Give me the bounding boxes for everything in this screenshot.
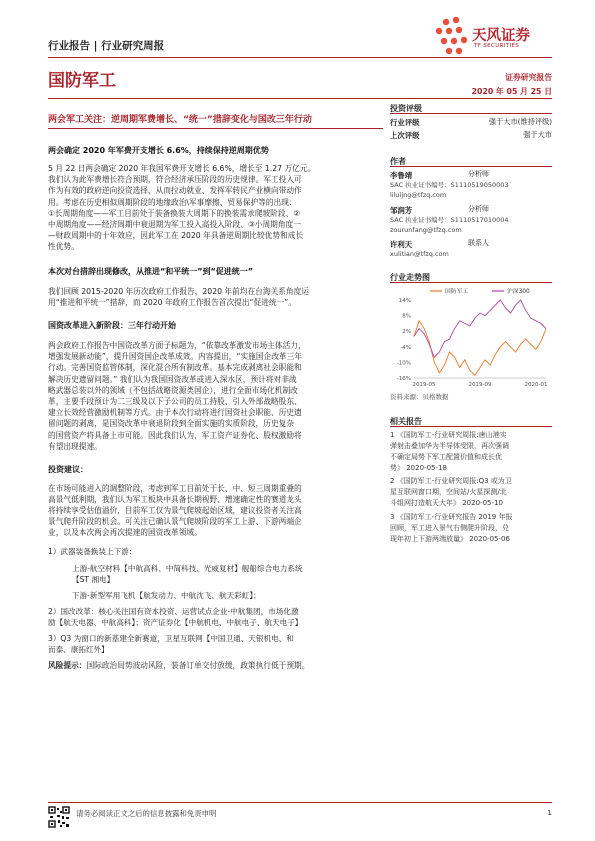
related-line: 3 《国防军工-行业研究报告 2019 年报 [390,513,513,521]
para-line: 的国营资产将具备上市可能。因此我们认为，军工资产证券化、股权激励将 [48,431,302,440]
title-rule [48,98,552,99]
related-line: 势》 2020-05-18 [390,464,447,472]
report-category: 行业报告 | 行业研究周报 [48,40,165,52]
para-line: 革，主要手段预计为二三级及以下子公司的员工持股、引入外部战略股东、 [48,397,302,406]
headline-rule [48,128,383,129]
author-role: 分析师 [468,205,489,213]
para-line: 我们回顾 2015-2020 年历次政府工作报告，2020 年前均在台海关系角度运 [48,287,309,296]
list-item: 而泰、康拓红外】 [48,645,109,654]
industry-title: 国防军工 [48,71,116,91]
logo-mark-icon [434,14,474,56]
para-line: 作为有效的政府逆向投资选择，从而拉动就业、发挥军转民产业横向带动作 [48,186,302,195]
sidebar-rule [390,166,552,167]
related-line: 星互联网窗口期，空间站/火星探测/北 [390,488,507,496]
para-line: 用。考虑在历史相似周期阶段的地缘政治\军事摩擦、贸易保护等的出现： [48,198,297,207]
related-line: 斗组网打造航天大年》 2020-05-10 [390,499,503,507]
y-tick-label: 14% [398,298,411,304]
related-line: 现年初上下游两端放量》 2020-05-06 [390,535,510,543]
chart-source: 资料来源：贝格数据 [390,393,449,401]
risk-warning [48,660,309,671]
report-date: 2020 年 05 月 25 日 [471,87,552,96]
para-line: ①长周期角度——军工目前处于装备换装大周期下的换装需求爬坡阶段、② [48,209,301,218]
author-email[interactable]: zourunfang@tfzq.com [390,226,462,234]
report-type: 证券研究报告 [505,73,552,82]
para-line: 增强发展新动能”，提升国资国企改革成效。内容提出，“实施国企改革三年 [48,352,302,361]
author-cert: SAC 执业证书编号：S1110519050003 [390,181,509,189]
list-item: 励【航天电器、中航高科】；资产证券化【中航机电、中航电子、航天电子】 [48,618,303,627]
industry-rating-value: 强于大市(维持评级) [488,117,552,126]
logo-text-en: TF SECURITIES [474,43,520,49]
section-title-investment: 投资建议： [48,465,88,474]
sidebar-rule [390,426,552,427]
para-line: 5 月 22 日两会确定 2020 年我国军费开支增长 6.6%，增长至 1.27 万亿元。 [48,164,316,173]
para-line: 用“推进和平统一”措辞，而 2020 年政府工作报告首次提出“促进统一”。 [48,298,296,307]
list-item: 2）国改改革：核心关注国有资本投资、运营试点企业-中航集团，市场化激 [48,607,299,616]
para-line: 中周期角度——经济周期中衰退期为军工投入高投入阶段、③小周期角度一 [48,220,301,229]
list-item: 3）Q3 为窗口的新基建全新赛道，卫星互联网【中国卫通、天银机电、和 [48,634,294,643]
author-email[interactable]: liluijng@tfzq.com [390,191,447,199]
prev-rating-label: 上次评级 [390,131,420,140]
sidebar-rule [390,113,552,114]
list-item: 下游-新型军用飞机【航发动力、中航沈飞、航天彩虹】； [72,591,261,600]
para-line: 建立长效经营激励机制等方式。由于本次行动将进行国资社会职能、历史遗 [48,408,302,417]
industry-rating-label: 行业评级 [390,118,420,127]
sidebar-rule [390,282,552,283]
list-item: 上游-航空材料【中航高科、中简科技、光威复材】舰船综合电力系统 [72,564,303,573]
author-name: 邹润芳 [390,206,413,215]
series-line-1 [414,300,546,357]
qr-code-icon [48,806,70,828]
list-item: 1）武器装备换装上下游： [48,547,137,556]
y-tick-label: -4% [400,344,411,351]
para-line: 景气爬升阶段的机会。可关注已确认景气爬坡阶段的军工上游、下游两端企 [48,517,302,526]
para-line: 行动。完善国资监管体制，深化混合所有制改革。基本完成剥离社会职能和 [48,363,302,372]
para-line: 我们认为此军费增长符合预期，符合经济承压阶段的历史规律。军工投入可 [48,175,302,184]
risk-label: 风险提示： [48,661,87,670]
author-cert: SAC 执业证书编号：S1110517010004 [390,216,509,224]
legend-label-0: 国防军工 [445,289,469,295]
author-name: 李鲁靖 [390,171,413,180]
para-line: 解决历史遗留问题。” 我们认为我国国资改革或进入深水区，预计将对非战 [48,375,297,384]
page-number: 1 [547,808,552,817]
author-section-title: 作者 [390,157,406,166]
para-line: 有望出现提速。 [48,442,102,451]
author-name: 许利天 [390,240,413,249]
trend-chart [390,286,552,390]
footer-rule [48,802,552,803]
trend-section-title: 行业走势图 [390,273,430,282]
y-tick-label: -16% [396,376,411,382]
related-line: 1 《国防军工-行业研究周报:唐山港实 [390,431,507,439]
related-line: 2 《国防军工-行业研究周报:Q3 或为卫 [390,477,512,485]
para-line: —财政周期中的十年效应，因此军工在 2020 年具备逆周期比较优势和成长 [48,231,304,240]
para-line: 高景气低利期，我们认为军工板块中具备长期视野、增速确定性的赛道龙头 [48,495,302,504]
section-title-soe-reform: 国资改革进入新阶段：三年行动开始 [48,321,176,330]
related-line: 回顾，军工进入景气右侧爬升阶段，兑 [390,524,509,532]
y-tick-label: 2% [402,329,411,336]
author-role: 联系人 [468,239,489,247]
para-line: 业，以及本次两会再次提速的国资改革领域。 [48,528,202,537]
y-tick-label: 8% [402,313,411,320]
report-headline: 两会军工关注：逆周期军费增长、“统一”措辞变化与国改三年行动 [48,115,312,125]
x-tick-label: 2019-09 [468,382,492,388]
related-line: 不确定局势下军工配置价值和成长优 [390,453,502,461]
x-tick-label: 2020-01 [524,382,548,388]
footer-disclaimer: 请务必阅读正文之后的信息披露和免责申明 [76,809,217,818]
risk-text: 国际政治局势波动风险，装备订单交付放缓，政策执行低于预期。 [86,661,310,670]
author-email[interactable]: xulitian@tfzq.com [390,250,449,258]
para-line: 性优势。 [48,242,79,251]
legend-label-1: 沪深300 [507,289,530,295]
section-title-taiwan-wording: 本次对台措辞出现修改，从推进“和平统一”到“促进统一” [48,267,254,276]
prev-rating-value: 强于大市 [523,130,552,139]
trend-chart-svg [390,286,552,390]
list-item: 【ST 湘电】 [72,575,115,584]
para-line: 将持续享受估值溢价，目前军工仅为景气爬坡起始区域，建议投资者关注高 [48,506,302,515]
header-rule [48,57,552,58]
series-line-0 [414,321,546,376]
section-title-military-budget: 两会确定 2020 年军费开支增长 6.6%，持续保持逆周期优势 [48,146,269,155]
related-line: 弹射击叠加华为半导体受限，再次强调 [390,442,509,450]
para-line: 留问题的剥离，是国资改革中衰退阶段到全面实施的实质阶段，历史复杂 [48,419,295,428]
author-role: 分析师 [468,170,489,178]
rating-section-title: 投资评级 [390,104,422,113]
x-tick-label: 2019-05 [412,382,436,388]
para-line: 略武器总装以外的领域（不包括战略资源类国企），进行全面市场化机制改 [48,386,298,395]
para-line: 在市场可能进入的调整阶段，考虑到军工目前处于长、中、短三周期重叠的 [48,484,302,493]
y-tick-label: -10% [396,360,411,367]
company-logo [434,14,554,58]
logo-text-cn: 天风证券 [472,28,530,44]
related-section-title: 相关报告 [390,417,422,426]
para-line: 两会政府工作报告中国资改革方面子标题为，“依靠改革激发市场主体活力， [48,341,306,350]
